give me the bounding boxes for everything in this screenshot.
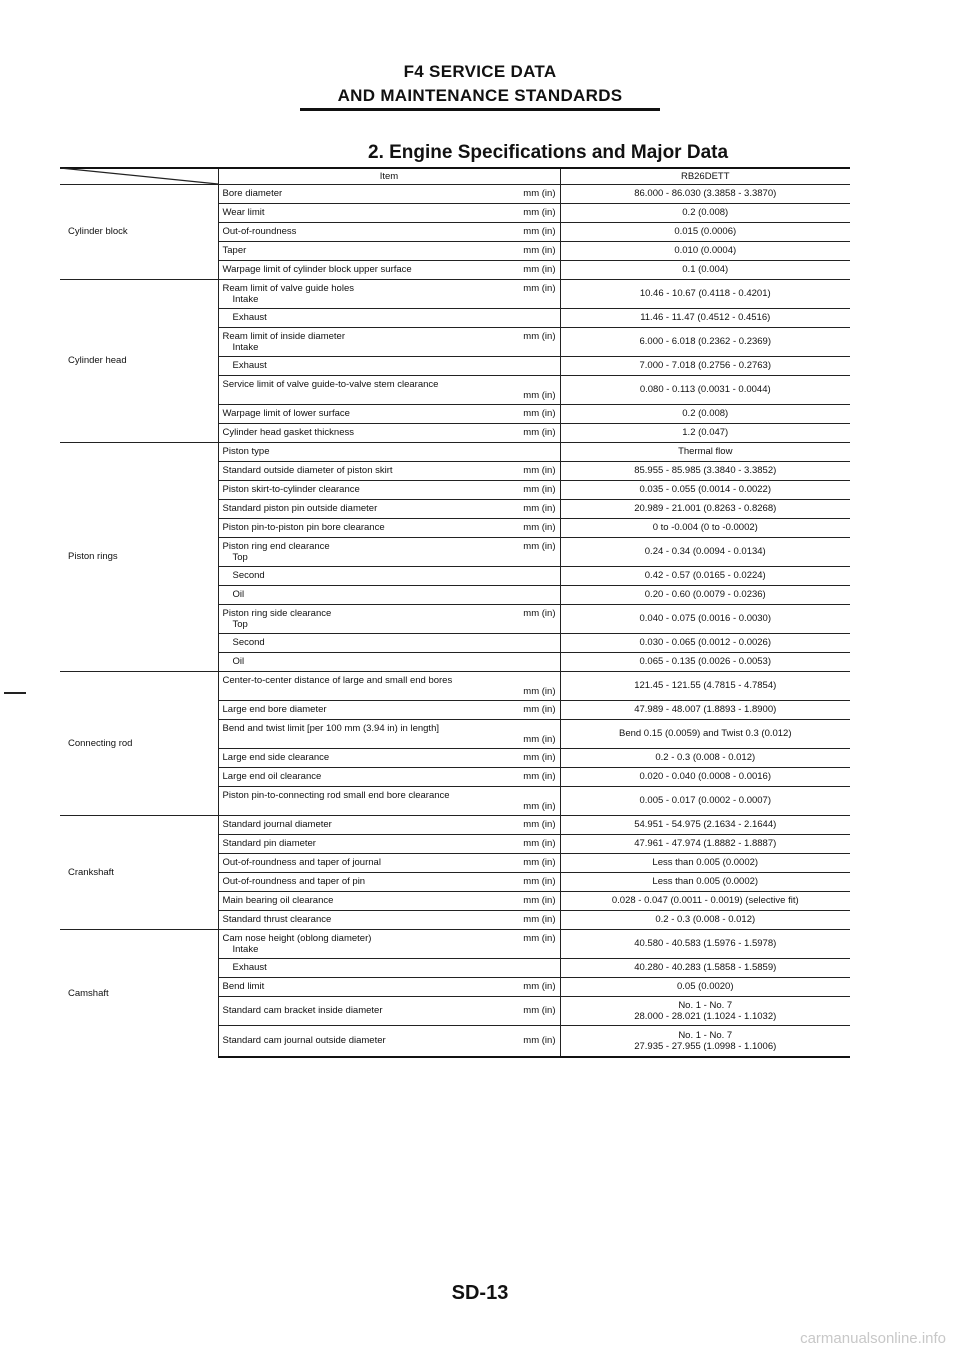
spec-value: 0.010 (0.0004) bbox=[674, 245, 737, 256]
item-label: Standard piston pin outside diameter bbox=[222, 503, 378, 514]
item-label: Cam nose height (oblong diameter) bbox=[222, 932, 372, 944]
value-cell bbox=[560, 203, 850, 222]
item-cell bbox=[218, 652, 560, 671]
table-row bbox=[60, 442, 850, 461]
item-cell bbox=[218, 996, 560, 1025]
group-label-cell bbox=[60, 184, 218, 279]
item-unit: mm (in) bbox=[523, 1035, 556, 1047]
value-cell bbox=[560, 327, 850, 356]
item-unit: mm (in) bbox=[523, 752, 556, 763]
item-cell bbox=[218, 910, 560, 929]
item-label: Warpage limit of lower surface bbox=[222, 408, 350, 419]
table-row bbox=[60, 184, 850, 203]
spec-value: 7.000 - 7.018 (0.2756 - 0.2763) bbox=[639, 360, 771, 371]
item-cell bbox=[218, 566, 560, 585]
value-cell bbox=[560, 480, 850, 499]
spec-value: 0.040 - 0.075 (0.0016 - 0.0030) bbox=[639, 613, 771, 624]
item-cell bbox=[218, 585, 560, 604]
spec-value-2: 28.000 - 28.021 (1.1024 - 1.1032) bbox=[634, 1010, 777, 1022]
item-cell bbox=[218, 891, 560, 910]
spec-value: No. 1 - No. 7 bbox=[678, 999, 733, 1011]
value-cell bbox=[560, 853, 850, 872]
spec-value: 47.961 - 47.974 (1.8882 - 1.8887) bbox=[634, 838, 777, 849]
item-unit: mm (in) bbox=[523, 895, 556, 906]
item-cell bbox=[218, 461, 560, 480]
spec-value: No. 1 - No. 7 bbox=[678, 1029, 733, 1041]
item-cell bbox=[218, 1025, 560, 1057]
item-cell bbox=[218, 499, 560, 518]
item-cell bbox=[218, 815, 560, 834]
item-label: Oil bbox=[232, 656, 245, 667]
item-cell bbox=[218, 977, 560, 996]
item-unit: mm (in) bbox=[523, 245, 556, 256]
spec-value: Less than 0.005 (0.0002) bbox=[652, 857, 759, 868]
spec-value: 0.2 - 0.3 (0.008 - 0.012) bbox=[655, 752, 756, 763]
item-label: Warpage limit of cylinder block upper surface bbox=[222, 264, 412, 275]
item-cell bbox=[218, 203, 560, 222]
table-row bbox=[60, 929, 850, 958]
spec-value: 0.2 (0.008) bbox=[682, 408, 729, 419]
item-cell bbox=[218, 442, 560, 461]
table-row bbox=[60, 815, 850, 834]
item-label: Taper bbox=[222, 245, 247, 256]
margin-mark bbox=[4, 692, 26, 694]
group-label-cell bbox=[60, 279, 218, 442]
spec-value: Bend 0.15 (0.0059) and Twist 0.3 (0.012) bbox=[618, 728, 792, 739]
item-label: Exhaust bbox=[232, 360, 267, 371]
item-label: Bend and twist limit [per 100 mm (3.94 in) in length] bbox=[222, 722, 439, 734]
item-sublabel: Intake bbox=[232, 293, 259, 305]
spec-value: 0.035 - 0.055 (0.0014 - 0.0022) bbox=[639, 484, 771, 495]
item-label: Oil bbox=[232, 589, 245, 600]
spec-value: 0.005 - 0.017 (0.0002 - 0.0007) bbox=[639, 795, 771, 806]
item-unit: mm (in) bbox=[523, 503, 556, 514]
item-unit: mm (in) bbox=[523, 540, 556, 552]
item-label: Large end side clearance bbox=[222, 752, 330, 763]
spec-value: 0.42 - 0.57 (0.0165 - 0.0224) bbox=[644, 570, 766, 581]
item-unit: mm (in) bbox=[523, 188, 556, 199]
item-label: Second bbox=[232, 570, 265, 581]
value-cell bbox=[560, 461, 850, 480]
group-label: Connecting rod bbox=[68, 737, 133, 749]
spec-value: 40.580 - 40.583 (1.5976 - 1.5978) bbox=[634, 938, 777, 949]
value-cell bbox=[560, 184, 850, 203]
group-label: Cylinder head bbox=[68, 355, 127, 366]
value-cell bbox=[560, 815, 850, 834]
value-cell bbox=[560, 604, 850, 633]
item-sublabel: Top bbox=[232, 618, 248, 630]
item-label: Standard pin diameter bbox=[222, 838, 316, 849]
watermark: carmanualsonline.info bbox=[800, 1330, 946, 1347]
item-label: Standard outside diameter of piston skirt bbox=[222, 465, 393, 476]
item-sublabel: Intake bbox=[232, 943, 259, 955]
item-cell bbox=[218, 404, 560, 423]
value-cell bbox=[560, 260, 850, 279]
item-unit: mm (in) bbox=[523, 876, 556, 887]
item-label: Piston skirt-to-cylinder clearance bbox=[222, 484, 360, 495]
group-label: Piston rings bbox=[68, 551, 118, 562]
item-cell bbox=[218, 834, 560, 853]
spec-value: 1.2 (0.047) bbox=[682, 427, 729, 438]
value-cell bbox=[560, 537, 850, 566]
item-sublabel: Top bbox=[232, 551, 248, 563]
spec-value: 10.46 - 10.67 (0.4118 - 0.4201) bbox=[639, 288, 771, 299]
spec-value: 0.030 - 0.065 (0.0012 - 0.0026) bbox=[639, 637, 771, 648]
item-cell bbox=[218, 604, 560, 633]
group-label: Cylinder block bbox=[68, 226, 128, 237]
value-cell bbox=[560, 652, 850, 671]
value-cell bbox=[560, 356, 850, 375]
value-cell bbox=[560, 308, 850, 327]
value-cell bbox=[560, 958, 850, 977]
item-unit: mm (in) bbox=[523, 207, 556, 218]
item-unit: mm (in) bbox=[523, 389, 556, 401]
item-label: Exhaust bbox=[232, 312, 267, 323]
spec-value: 0.080 - 0.113 (0.0031 - 0.0044) bbox=[639, 384, 771, 395]
value-cell bbox=[560, 423, 850, 442]
spec-value: 121.45 - 121.55 (4.7815 - 4.7854) bbox=[634, 680, 777, 691]
header-model bbox=[560, 168, 850, 184]
section-title: 2. Engine Specifications and Major Data bbox=[368, 142, 729, 163]
group-label: Crankshaft bbox=[68, 866, 114, 878]
item-unit: mm (in) bbox=[523, 800, 556, 812]
item-label: Piston pin-to-piston pin bore clearance bbox=[222, 522, 385, 533]
item-cell bbox=[218, 786, 560, 815]
value-cell bbox=[560, 786, 850, 815]
table-row bbox=[60, 279, 850, 308]
value-cell bbox=[560, 929, 850, 958]
header-title: F4 SERVICE DATA bbox=[403, 62, 557, 81]
item-cell bbox=[218, 748, 560, 767]
item-cell bbox=[218, 633, 560, 652]
table-row bbox=[60, 671, 850, 700]
group-label-cell bbox=[60, 671, 218, 815]
item-label: Standard cam bracket inside diameter bbox=[222, 1005, 383, 1016]
spec-value: 6.000 - 6.018 (0.2362 - 0.2369) bbox=[639, 336, 771, 347]
item-unit: mm (in) bbox=[523, 685, 556, 697]
spec-value: 11.46 - 11.47 (0.4512 - 0.4516) bbox=[640, 312, 771, 323]
spec-value: 0.065 - 0.135 (0.0026 - 0.0053) bbox=[639, 656, 771, 667]
item-cell bbox=[218, 719, 560, 748]
item-cell bbox=[218, 308, 560, 327]
value-cell bbox=[560, 518, 850, 537]
value-cell bbox=[560, 633, 850, 652]
value-cell bbox=[560, 566, 850, 585]
spec-value: 47.989 - 48.007 (1.8893 - 1.8900) bbox=[634, 704, 777, 715]
value-cell bbox=[560, 671, 850, 700]
item-label: Piston ring end clearance bbox=[222, 540, 330, 552]
spec-value: Thermal flow bbox=[678, 446, 733, 457]
value-cell bbox=[560, 872, 850, 891]
item-cell bbox=[218, 423, 560, 442]
item-cell bbox=[218, 700, 560, 719]
item-cell bbox=[218, 853, 560, 872]
item-unit: mm (in) bbox=[523, 226, 556, 237]
spec-value: 0.05 (0.0020) bbox=[676, 981, 734, 992]
item-label: Bend limit bbox=[222, 981, 265, 992]
value-cell bbox=[560, 499, 850, 518]
value-cell bbox=[560, 977, 850, 996]
item-unit: mm (in) bbox=[523, 914, 556, 925]
group-label-cell bbox=[60, 815, 218, 929]
item-cell bbox=[218, 375, 560, 404]
spec-value: 86.000 - 86.030 (3.3858 - 3.3870) bbox=[634, 188, 777, 199]
item-unit: mm (in) bbox=[523, 838, 556, 849]
item-sublabel: Intake bbox=[232, 341, 259, 353]
value-cell bbox=[560, 375, 850, 404]
item-cell bbox=[218, 537, 560, 566]
item-label: Main bearing oil clearance bbox=[222, 895, 334, 906]
item-label: Center-to-center distance of large and small end bores bbox=[222, 674, 453, 686]
spec-value: 40.280 - 40.283 (1.5858 - 1.5859) bbox=[634, 962, 777, 973]
header-diagonal bbox=[60, 167, 220, 185]
value-cell bbox=[560, 700, 850, 719]
item-cell bbox=[218, 671, 560, 700]
spec-value: Less than 0.005 (0.0002) bbox=[652, 876, 759, 887]
item-cell bbox=[218, 356, 560, 375]
value-cell bbox=[560, 891, 850, 910]
group-label: Camshaft bbox=[68, 987, 109, 999]
spec-value: 0.24 - 0.34 (0.0094 - 0.0134) bbox=[644, 546, 766, 557]
item-unit: mm (in) bbox=[523, 704, 556, 715]
item-unit: mm (in) bbox=[523, 819, 556, 830]
spec-value: 85.955 - 85.985 (3.3840 - 3.3852) bbox=[634, 465, 777, 476]
value-cell bbox=[560, 910, 850, 929]
item-label: Standard thrust clearance bbox=[222, 914, 332, 925]
header-rule bbox=[300, 108, 660, 111]
group-label-cell bbox=[60, 929, 218, 1057]
item-cell bbox=[218, 929, 560, 958]
item-unit: mm (in) bbox=[523, 330, 556, 342]
value-cell bbox=[560, 585, 850, 604]
item-label: Ream limit of inside diameter bbox=[222, 330, 345, 342]
spec-value: 0.2 (0.008) bbox=[682, 207, 729, 218]
item-label: Large end oil clearance bbox=[222, 771, 322, 782]
item-label: Second bbox=[232, 637, 265, 648]
spec-value: 0.028 - 0.047 (0.0011 - 0.0019) (selective fit) bbox=[611, 895, 799, 906]
item-unit: mm (in) bbox=[523, 522, 556, 533]
item-cell bbox=[218, 958, 560, 977]
item-label: Exhaust bbox=[232, 962, 267, 973]
item-label: Standard journal diameter bbox=[222, 819, 332, 830]
item-cell bbox=[218, 518, 560, 537]
header-subtitle: AND MAINTENANCE STANDARDS bbox=[337, 86, 623, 105]
value-cell bbox=[560, 241, 850, 260]
item-label: Out-of-roundness and taper of pin bbox=[222, 876, 366, 887]
item-label: Piston pin-to-connecting rod small end bore clearance bbox=[222, 789, 450, 801]
item-unit: mm (in) bbox=[523, 981, 556, 992]
item-cell bbox=[218, 222, 560, 241]
item-label: Large end bore diameter bbox=[222, 704, 327, 715]
spec-value: 20.989 - 21.001 (0.8263 - 0.8268) bbox=[634, 503, 777, 514]
item-cell bbox=[218, 241, 560, 260]
value-cell bbox=[560, 834, 850, 853]
spec-value: 0.20 - 0.60 (0.0079 - 0.0236) bbox=[644, 589, 766, 600]
item-unit: mm (in) bbox=[523, 264, 556, 275]
value-cell bbox=[560, 279, 850, 308]
spec-value: 0 to -0.004 (0 to -0.0002) bbox=[652, 522, 758, 533]
item-cell bbox=[218, 184, 560, 203]
item-label: Cylinder head gasket thickness bbox=[222, 427, 354, 438]
item-unit: mm (in) bbox=[523, 857, 556, 868]
item-cell bbox=[218, 279, 560, 308]
value-cell bbox=[560, 1025, 850, 1057]
value-cell bbox=[560, 719, 850, 748]
spec-value-2: 27.935 - 27.955 (1.0998 - 1.1006) bbox=[634, 1040, 777, 1052]
item-unit: mm (in) bbox=[523, 1005, 556, 1016]
value-cell bbox=[560, 222, 850, 241]
item-unit: mm (in) bbox=[523, 484, 556, 495]
value-cell bbox=[560, 996, 850, 1025]
item-unit: mm (in) bbox=[523, 465, 556, 476]
item-label: Out-of-roundness bbox=[222, 226, 297, 237]
spec-value: 0.1 (0.004) bbox=[682, 264, 729, 275]
item-unit: mm (in) bbox=[523, 932, 556, 944]
spec-value: 0.020 - 0.040 (0.0008 - 0.0016) bbox=[639, 771, 771, 782]
item-label: Piston ring side clearance bbox=[222, 607, 332, 619]
item-unit: mm (in) bbox=[523, 427, 556, 438]
item-cell bbox=[218, 872, 560, 891]
item-unit: mm (in) bbox=[523, 733, 556, 745]
item-cell bbox=[218, 327, 560, 356]
value-cell bbox=[560, 442, 850, 461]
item-label: Bore diameter bbox=[222, 188, 283, 199]
spec-value: 54.951 - 54.975 (2.1634 - 2.1644) bbox=[634, 819, 777, 830]
item-label: Wear limit bbox=[222, 207, 265, 218]
item-cell bbox=[218, 480, 560, 499]
item-unit: mm (in) bbox=[523, 282, 556, 294]
item-cell bbox=[218, 260, 560, 279]
item-label: Service limit of valve guide-to-valve stem clearance bbox=[222, 378, 439, 390]
value-cell bbox=[560, 404, 850, 423]
spec-value: 0.2 - 0.3 (0.008 - 0.012) bbox=[655, 914, 756, 925]
item-label: Ream limit of valve guide holes bbox=[222, 282, 354, 294]
header-item bbox=[218, 168, 560, 184]
item-unit: mm (in) bbox=[523, 607, 556, 619]
item-unit: mm (in) bbox=[523, 771, 556, 782]
header-model-label: RB26DETT bbox=[680, 170, 730, 182]
spec-value: 0.015 (0.0006) bbox=[674, 226, 737, 237]
item-unit: mm (in) bbox=[523, 408, 556, 419]
item-label: Out-of-roundness and taper of journal bbox=[222, 857, 381, 868]
header-item-label: Item bbox=[379, 170, 399, 182]
page-number: SD-13 bbox=[451, 1282, 509, 1304]
value-cell bbox=[560, 748, 850, 767]
value-cell bbox=[560, 767, 850, 786]
item-label: Piston type bbox=[222, 446, 270, 457]
item-label: Standard cam journal outside diameter bbox=[222, 1035, 386, 1047]
item-cell bbox=[218, 767, 560, 786]
spec-table bbox=[60, 167, 850, 1058]
group-label-cell bbox=[60, 442, 218, 671]
